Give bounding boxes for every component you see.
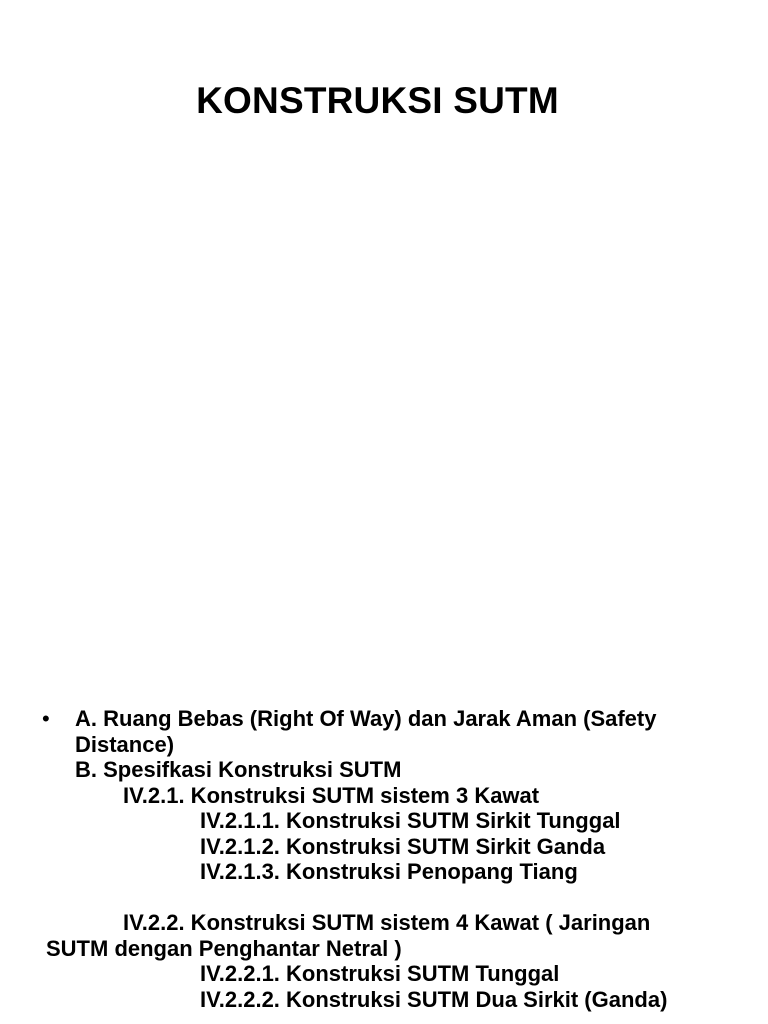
outline-item-iv-2-1: IV.2.1. Konstruksi SUTM sistem 3 Kawat <box>123 782 540 808</box>
slide-body <box>0 706 768 1012</box>
outline-item-a-continued: Distance) <box>75 731 175 757</box>
outline-item-iv-2-1-3: IV.2.1.3. Konstruksi Penopang Tiang <box>200 859 578 884</box>
outline-item-iv-2-2: IV.2.2. Konstruksi SUTM sistem 4 Kawat ( Jaringan <box>123 910 651 935</box>
slide-title: KONSTRUKSI SUTM <box>196 80 559 121</box>
outline-item-iv-2-1-2: IV.2.1.2. Konstruksi SUTM Sirkit Ganda <box>200 833 606 859</box>
bullet-marker: • <box>42 706 50 731</box>
blank-line <box>0 885 768 911</box>
outline-item-iv-2-2-1: IV.2.2.1. Konstruksi SUTM Tunggal <box>200 961 560 986</box>
outline-item-iv-2-2-continued: SUTM dengan Penghantar Netral ) <box>46 935 402 961</box>
outline-item-b: B. Spesifkasi Konstruksi SUTM <box>75 757 402 782</box>
outline-item-iv-2-2-2: IV.2.2.2. Konstruksi SUTM Dua Sirkit (Ganda) <box>200 986 668 1012</box>
outline-item-iv-2-1-1: IV.2.1.1. Konstruksi SUTM Sirkit Tunggal <box>200 808 621 833</box>
outline-item-a: A. Ruang Bebas (Right Of Way) dan Jarak Aman (Safety <box>75 706 657 731</box>
